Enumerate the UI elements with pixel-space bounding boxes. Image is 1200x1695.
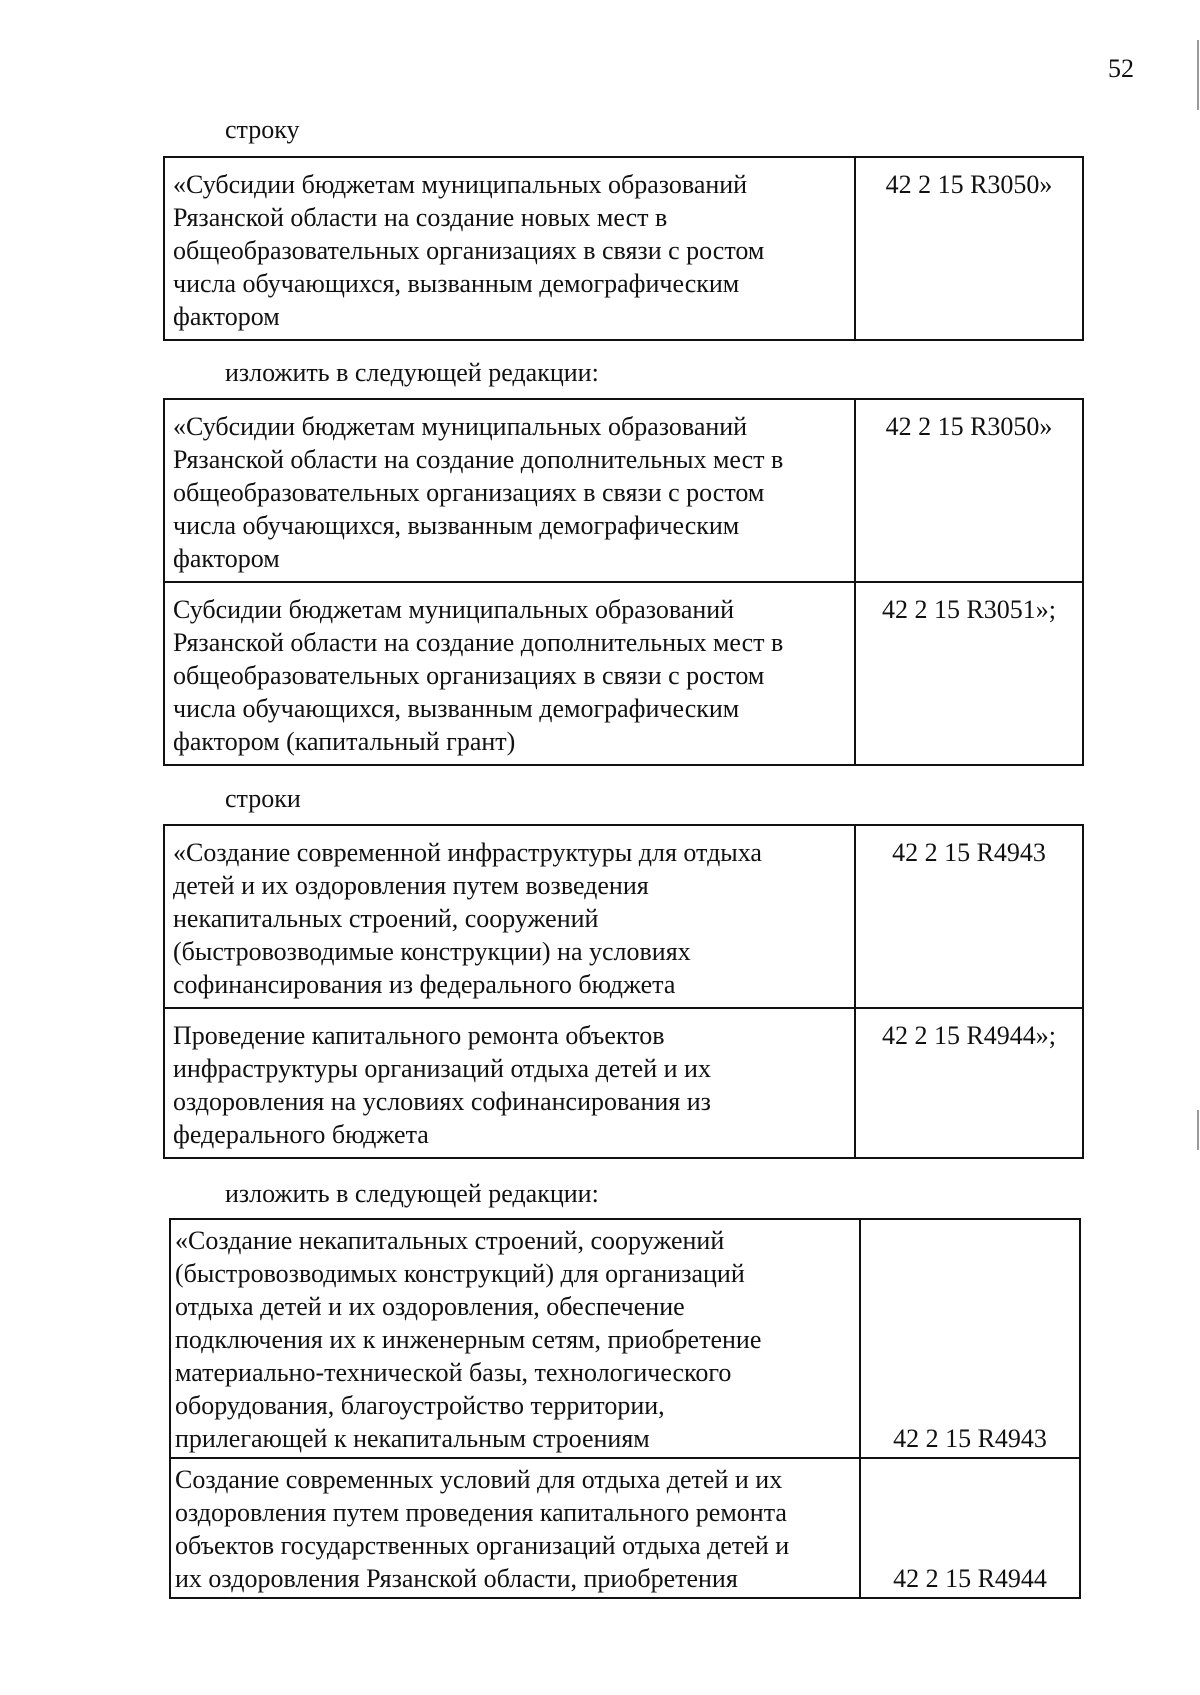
text-line: подключения их к инженерным сетям, приобретение (175, 1325, 762, 1354)
table-row (164, 1008, 1083, 1158)
table-cell-name (170, 1458, 860, 1598)
table-row (164, 825, 1083, 1008)
table-cell-code: 42 2 15 R3051»; (855, 582, 1083, 765)
table-cell-name (170, 1219, 860, 1458)
scan-edge-mark (1197, 1110, 1199, 1150)
text-line: детей и их оздоровления путем возведения (173, 871, 649, 900)
text-line: общеобразовательных организациях в связи с ростом (173, 661, 765, 690)
text-line: (быстровозводимые конструкции) на условиях (173, 937, 691, 966)
table-row (164, 157, 1083, 340)
text-line: Рязанской области на создание дополнительных мест в (173, 445, 784, 474)
text-line: Рязанской области на создание новых мест в (173, 203, 668, 232)
section4-table (169, 1218, 1081, 1599)
table-cell-name (164, 157, 855, 340)
text-line: софинансирования из федерального бюджета (173, 970, 676, 999)
section3-intro: строки (225, 784, 301, 813)
scan-edge-mark (1197, 40, 1199, 110)
table-cell-code: 42 2 15 R4944 (860, 1458, 1080, 1598)
text-line: отдыха детей и их оздоровления, обеспечение (175, 1292, 685, 1321)
text-line: числа обучающихся, вызванным демографическим (173, 511, 740, 540)
text-line: (быстровозводимых конструкций) для организаций (175, 1259, 745, 1288)
text-line: общеобразовательных организациях в связи с ростом (173, 478, 765, 507)
table-cell-code: 42 2 15 R4943 (855, 825, 1083, 1008)
text-line: инфраструктуры организаций отдыха детей и их (173, 1054, 711, 1083)
table-row (170, 1219, 1080, 1458)
table-cell-name (164, 399, 855, 582)
table-row (164, 399, 1083, 582)
text-line: объектов государственных организаций отдыха детей и (175, 1531, 790, 1560)
table-cell-name (164, 825, 855, 1008)
text-line: фактором (173, 544, 280, 573)
text-line: фактором (капитальный грант) (173, 727, 516, 756)
text-line: «Создание современной инфраструктуры для отдыха (173, 838, 762, 867)
section1-table (163, 156, 1084, 341)
table-cell-name (164, 1008, 855, 1158)
table-cell-code: 42 2 15 R4943 (860, 1219, 1080, 1458)
text-line: «Субсидии бюджетам муниципальных образований (173, 412, 748, 441)
text-line: Создание современных условий для отдыха детей и их (175, 1465, 783, 1494)
table-cell-code: 42 2 15 R3050» (855, 399, 1083, 582)
text-line: прилегающей к некапитальным строениям (175, 1424, 650, 1453)
text-line: Рязанской области на создание дополнительных мест в (173, 628, 784, 657)
section2-table (163, 398, 1084, 766)
text-line: Проведение капитального ремонта объектов (173, 1021, 665, 1050)
text-line: оздоровления на условиях софинансирования из (173, 1087, 711, 1116)
table-cell-code: 42 2 15 R3050» (855, 157, 1083, 340)
text-line: оборудования, благоустройство территории, (175, 1391, 665, 1420)
text-line: оздоровления путем проведения капитального ремонта (175, 1498, 787, 1527)
text-line: материально-технической базы, технологического (175, 1358, 732, 1387)
table-row (164, 582, 1083, 765)
text-line: Субсидии бюджетам муниципальных образований (173, 595, 735, 624)
text-line: числа обучающихся, вызванным демографическим (173, 269, 740, 298)
text-line: фактором (173, 302, 280, 331)
section4-intro: изложить в следующей редакции: (225, 1179, 599, 1208)
text-line: числа обучающихся, вызванным демографическим (173, 694, 740, 723)
section3-table (163, 824, 1084, 1159)
text-line: «Создание некапитальных строений, сооружений (175, 1226, 725, 1255)
table-cell-name (164, 582, 855, 765)
section2-intro: изложить в следующей редакции: (225, 358, 599, 387)
table-row (170, 1458, 1080, 1598)
text-line: их оздоровления Рязанской области, приобретения (175, 1564, 738, 1593)
text-line: некапитальных строений, сооружений (173, 904, 599, 933)
section1-intro: строку (225, 115, 300, 144)
text-line: общеобразовательных организациях в связи с ростом (173, 236, 765, 265)
page-number: 52 (1108, 54, 1134, 83)
text-line: «Субсидии бюджетам муниципальных образований (173, 170, 748, 199)
text-line: федерального бюджета (173, 1120, 429, 1149)
table-cell-code: 42 2 15 R4944»; (855, 1008, 1083, 1158)
